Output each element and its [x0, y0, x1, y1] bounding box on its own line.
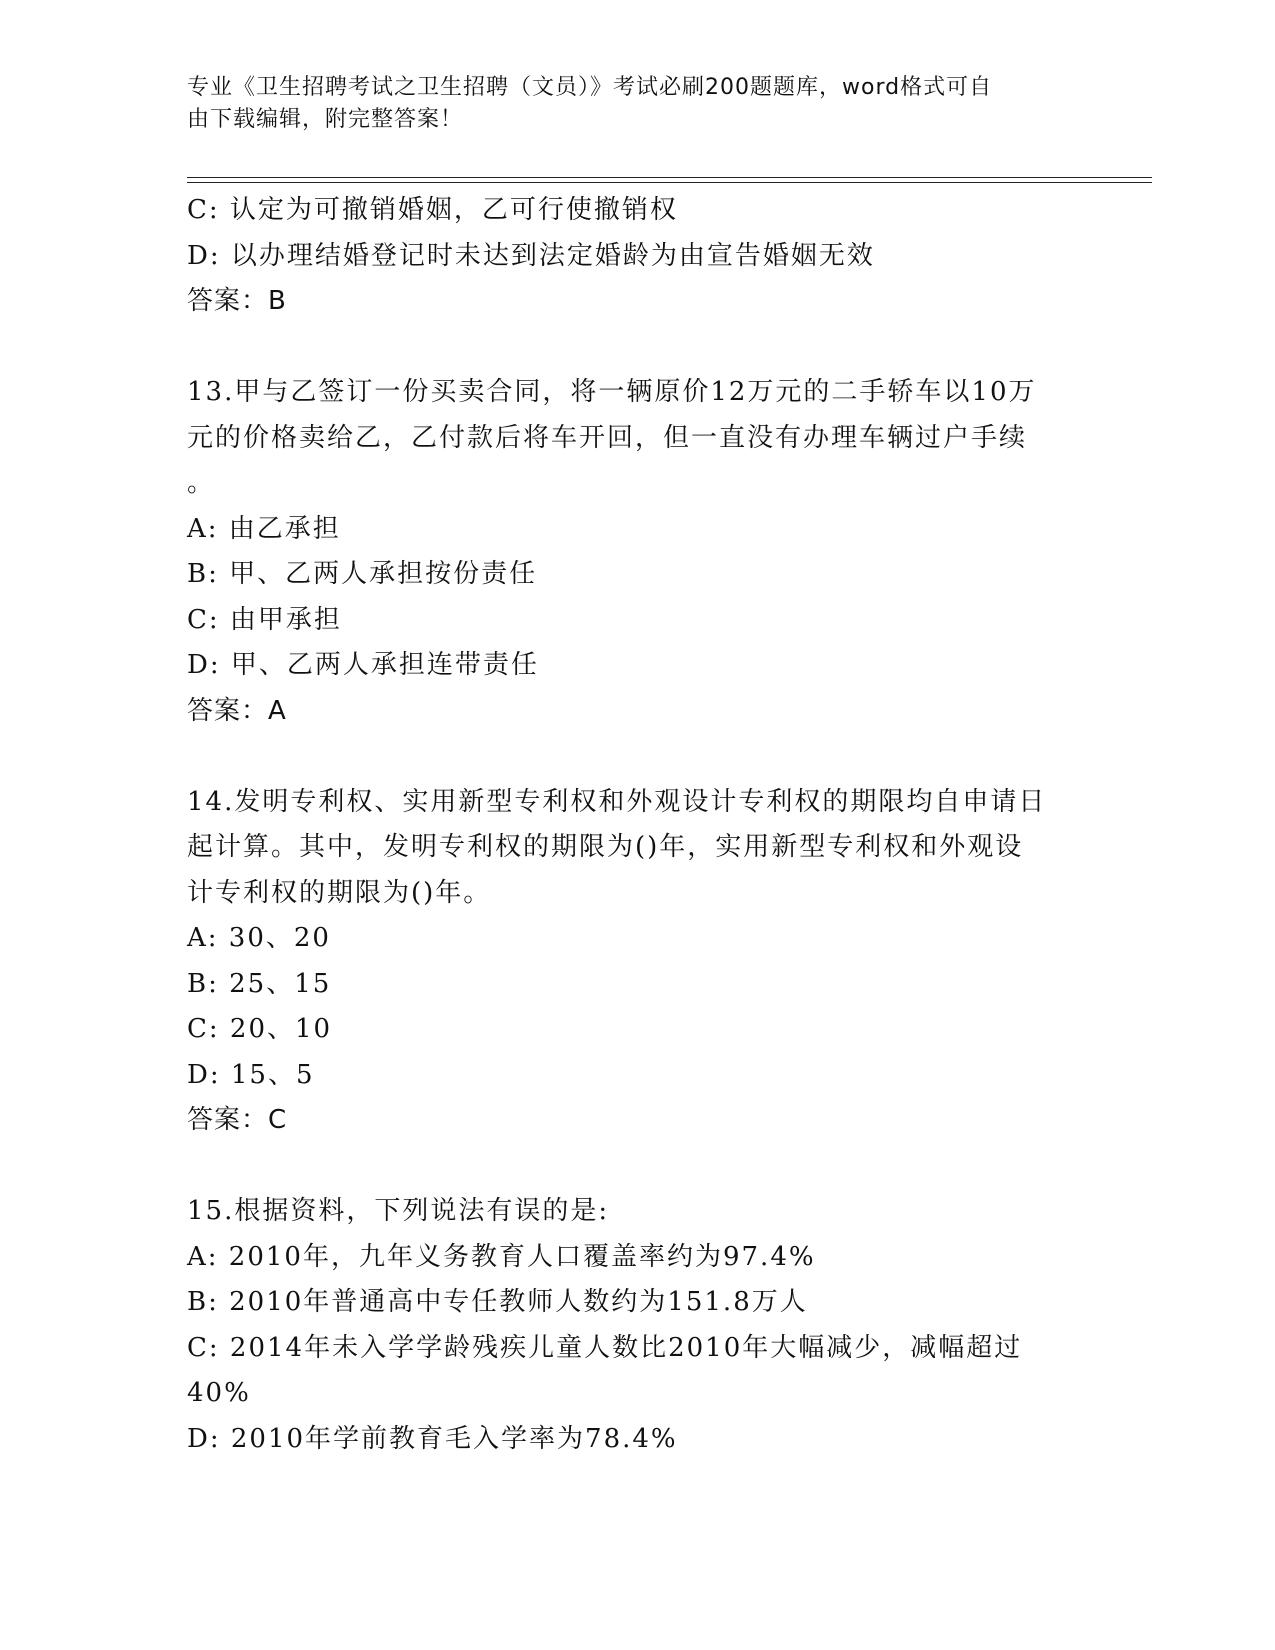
question-15	[187, 1189, 1087, 1462]
document-body	[187, 188, 1087, 1462]
q15-stem-line-1: 15.根据资料，下列说法有误的是:	[187, 1196, 610, 1226]
q14-stem-line-3: 计专利权的期限为()年。	[187, 877, 492, 908]
q13-option-b: B: 甲、乙两人承担按份责任	[187, 559, 538, 589]
question-12	[187, 188, 1087, 325]
q14-stem-line-1: 14.发明专利权、实用新型专利权和外观设计专利权的期限均自申请日	[187, 786, 1047, 817]
q14-option-b: B: 25、15	[187, 968, 332, 999]
q13-stem-line-2: 元的价格卖给乙，乙付款后将车开回，但一直没有办理车辆过户手续	[187, 422, 1028, 453]
q13-stem-line-3: 。	[187, 468, 216, 498]
header-line-1: 专业《卫生招聘考试之卫生招聘（文员）》考试必刷200题题库，word格式可自	[187, 75, 993, 100]
q15-option-c-line-1: C: 2014年未入学学龄残疾儿童人数比2010年大幅减少，减幅超过	[187, 1332, 1023, 1363]
q12-option-d: D: 以办理结婚登记时未达到法定婚龄为由宣告婚姻无效	[187, 240, 875, 271]
q14-option-d: D: 15、5	[187, 1059, 315, 1090]
q13-option-c: C: 由甲承担	[187, 604, 342, 635]
q13-option-a: A: 由乙承担	[187, 513, 341, 544]
header-divider-bottom	[187, 182, 1152, 183]
header-divider-top	[187, 177, 1152, 178]
q13-option-d: D: 甲、乙两人承担连带责任	[187, 650, 539, 680]
header-line-2: 由下载编辑，附完整答案！	[187, 107, 464, 132]
question-13	[187, 370, 1087, 734]
q12-answer: 答案：B	[187, 286, 287, 316]
spacer	[187, 734, 1087, 780]
q15-option-a: A: 2010年，九年义务教育人口覆盖率约为97.4%	[187, 1241, 816, 1272]
q14-option-a: A: 30、20	[187, 923, 331, 953]
spacer	[187, 325, 1087, 371]
q15-option-c-line-2: 40%	[187, 1378, 251, 1408]
page-header	[187, 72, 1087, 136]
q13-answer: 答案：A	[187, 695, 287, 726]
q14-answer: 答案：C	[187, 1105, 288, 1135]
q15-option-b: B: 2010年普通高中专任教师人数约为151.8万人	[187, 1287, 808, 1317]
q13-stem-line-1: 13.甲与乙签订一份买卖合同，将一辆原价12万元的二手轿车以10万	[187, 377, 1037, 407]
q14-stem-line-2: 起计算。其中，发明专利权的期限为()年，实用新型专利权和外观设	[187, 832, 1024, 862]
q12-option-c: C: 认定为可撤销婚姻，乙可行使撤销权	[187, 195, 678, 225]
q15-option-d: D: 2010年学前教育毛入学率为78.4%	[187, 1423, 678, 1454]
q14-option-c: C: 20、10	[187, 1014, 333, 1044]
spacer	[187, 1144, 1087, 1190]
question-14	[187, 780, 1087, 1144]
